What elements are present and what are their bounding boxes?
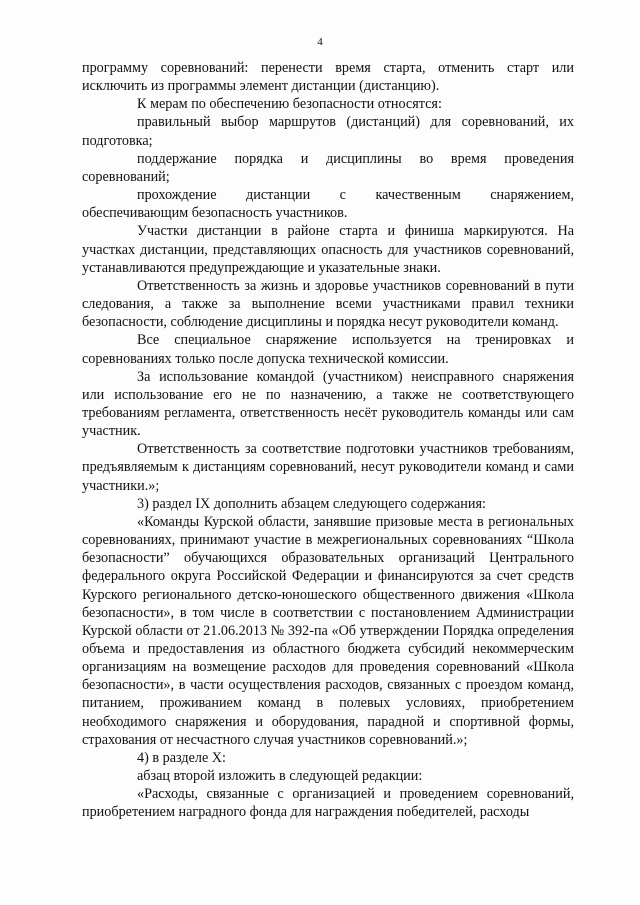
paragraph: абзац второй изложить в следующей редакции: — [137, 768, 423, 785]
paragraph: К мерам по обеспечению безопасности относятся: — [137, 96, 442, 113]
paragraph: Участки дистанции в районе старта и финиша маркируются. На участках дистанции, представляющих опасность для участников соревнований, устанавливаются предупреждающие и указательные знаки. — [82, 223, 574, 276]
paragraph: За использование командой (участником) неисправного снаряжения или использование его не по назначению, а также не соответствующего требованиям регламента, ответственность несёт руководитель команды или сам участник. — [82, 368, 574, 440]
paragraph: 4) в разделе X: — [137, 749, 226, 766]
paragraph: Все специальное снаряжение используется на тренировках и соревнованиях только после допуска технической комиссии. — [82, 332, 574, 367]
paragraph: Ответственность за жизнь и здоровье участников соревнований в пути следования, а также за выполнение всеми участниками правил техники безопасности, соблюдение дисциплины и порядка несут руководители команд. — [82, 277, 574, 331]
paragraph: 3) раздел IX дополнить абзацем следующего содержания: — [137, 495, 486, 512]
paragraph: «Расходы, связанные с организацией и проведением соревнований, приобретением наградного фонда для награждения победителей, расходы — [82, 786, 574, 821]
paragraph: «Команды Курской области, занявшие призовые места в региональных соревнованиях, принимают участие в межрегиональных соревнованиях “Школа безопасности” обучающихся образовательных организаций Центрального федерального округа Российской Федерации и финансируются за счет средств Курского регионального детско-юношеского общественного движения «Школа безопасности», в том числе в соответствии с постановлением Администрации Курской области от 21.06.2013 № 392-па «Об утверждении Порядка определения объема и предоставления из областного бюджета субсидий некоммерческим организациям на возмещение расходов для проведения соревнований «Школа безопасности», в части осуществления расходов, связанных с проездом команд, питанием, проживанием команд в полевых условиях, приобретением необходимого снаряжения и оборудования, парадной и спортивной формы, страхования от несчастного случая участников соревнований.»; — [82, 513, 574, 748]
paragraph: правильный выбор маршрутов (дистанций) для соревнований, их подготовка; — [82, 114, 574, 149]
page-number: 4 — [317, 36, 323, 48]
paragraph: прохождение дистанции с качественным снаряжением, обеспечивающим безопасность участников. — [82, 187, 574, 222]
paragraph: программу соревнований: перенести время старта, отменить старт или исключить из программы элемент дистанции (дистанцию). — [82, 60, 574, 95]
paragraph: поддержание порядка и дисциплины во время проведения соревнований; — [82, 150, 574, 185]
document-body — [82, 59, 574, 822]
paragraph: Ответственность за соответствие подготовки участников требованиям, предъявляемым к дистанциям соревнований, несут руководители команд и сами участники.»; — [82, 441, 574, 494]
